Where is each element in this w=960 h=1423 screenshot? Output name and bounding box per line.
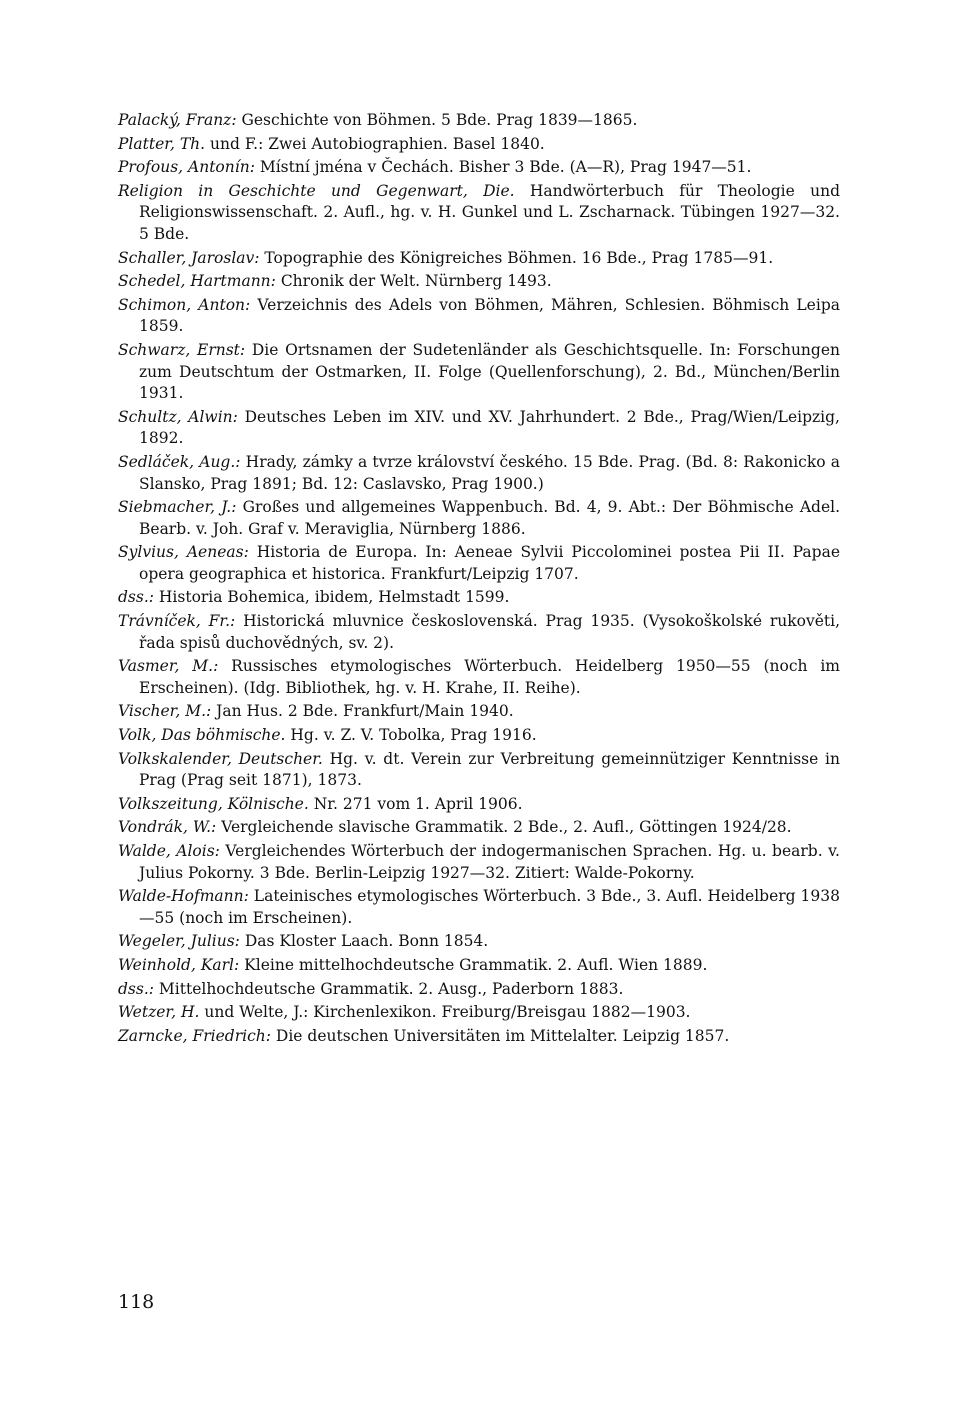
bibliography-entry (118, 248, 840, 270)
entry-text: Kleine mittelhochdeutsche Grammatik. 2. Aufl. Wien 1889. (239, 955, 708, 974)
bibliography-entry (118, 542, 840, 585)
entry-author: Vasmer, M.: (118, 657, 219, 676)
entry-author: dss.: (118, 588, 154, 607)
entry-text: Jan Hus. 2 Bde. Frankfurt/Main 1940. (211, 702, 514, 721)
bibliography-entry (118, 701, 840, 723)
bibliography-entry (118, 841, 840, 884)
entry-author: Wetzer, H. (118, 1003, 200, 1022)
entry-author: Wegeler, Julius: (118, 932, 240, 951)
entry-author: Volkszeitung, Kölnische. (118, 794, 309, 813)
entry-text: Die deutschen Universitäten im Mittelalter. Leipzig 1857. (270, 1026, 730, 1045)
entry-text: Místní jména v Čechách. Bisher 3 Bde. (A—R), Prag 1947—51. (254, 158, 752, 177)
page-number: 118 (118, 1291, 155, 1313)
entry-text: Mittelhochdeutsche Grammatik. 2. Ausg., Paderborn 1883. (153, 979, 624, 998)
entry-text: Nr. 271 vom 1. April 1906. (308, 794, 523, 813)
entry-author: Schwarz, Ernst: (118, 340, 246, 359)
entry-author: Sylvius, Aeneas: (118, 543, 249, 562)
entry-text: Lateinisches etymologisches Wörterbuch. 3 Bde., 3. Aufl. Heidelberg 1938—55 (noch im Erscheinen). (139, 887, 840, 927)
bibliography-entry (118, 157, 840, 179)
bibliography-entry (118, 271, 840, 293)
entry-author: Siebmacher, J.: (118, 498, 237, 517)
entry-author: Profous, Antonín: (118, 158, 255, 177)
bibliography-entry (118, 979, 840, 1001)
entry-author: Religion in Geschichte und Gegenwart, Die. (118, 181, 515, 200)
bibliography-entry (118, 656, 840, 699)
entry-text: Hg. v. Z. V. Tobolka, Prag 1916. (285, 726, 537, 745)
entry-text: Hrady, zámky a tvrze království českého. 15 Bde. Prag. (Bd. 8: Rakonicko a Slansko, Prag 1891; Bd. 12: Caslavsko, Prag 1900.) (139, 452, 840, 493)
bibliography-entry (118, 295, 840, 338)
entry-text: und F.: Zwei Autobiographien. Basel 1840. (205, 134, 545, 153)
bibliography-entry (118, 340, 840, 405)
bibliography-page (118, 110, 840, 1049)
entry-text: und Welte, J.: Kirchenlexikon. Freiburg/Breisgau 1882—1903. (199, 1003, 691, 1022)
entry-author: Schaller, Jaroslav: (118, 248, 260, 267)
entry-author: Trávníček, Fr.: (118, 612, 236, 631)
entry-author: Walde, Alois: (118, 842, 220, 860)
bibliography-entry (118, 611, 840, 654)
bibliography-entry (118, 749, 840, 792)
entry-text: Russisches etymologisches Wörterbuch. Heidelberg 1950—55 (noch im Erscheinen). (Idg. Bibliothek, hg. v. H. Krahe, II. Reihe). (139, 657, 840, 697)
entry-author: Volk, Das böhmische. (118, 726, 286, 745)
entry-text: Topographie des Königreiches Böhmen. 16 Bde., Prag 1785—91. (259, 248, 774, 267)
entry-author: Vondrák, W.: (118, 818, 217, 837)
entry-text: Historická mluvnice československá. Prag 1935. (Vysokoškolské rukověti, řada spisů duchovědných, sv. 2). (139, 612, 840, 652)
entry-author: Platter, Th. (118, 134, 206, 153)
entry-text: Historia de Europa. In: Aeneae Sylvii Piccolominei postea Pii II. Papae opera geographica et historica. Frankfurt/Leipzig 1707. (139, 543, 840, 583)
entry-text: Hg. v. dt. Verein zur Verbreitung gemeinnütziger Kenntnisse in Prag (Prag seit 1871), 1873. (139, 749, 840, 790)
entry-author: Schultz, Alwin: (118, 407, 238, 426)
bibliography-entry (118, 1002, 840, 1024)
bibliography-entry (118, 931, 840, 953)
bibliography-entry (118, 134, 840, 156)
entry-text: Das Kloster Laach. Bonn 1854. (239, 932, 489, 951)
entry-author: Vischer, M.: (118, 702, 212, 721)
bibliography-entry (118, 452, 840, 495)
entry-author: Palacký, Franz: (118, 111, 237, 129)
bibliography-entry (118, 110, 840, 132)
entry-text: Chronik der Welt. Nürnberg 1493. (275, 272, 552, 291)
entry-text: Historia Bohemica, ibidem, Helmstadt 1599. (153, 588, 510, 607)
entry-text: Deutsches Leben im XIV. und XV. Jahrhundert. 2 Bde., Prag/Wien/Leipzig, 1892. (139, 407, 840, 448)
entry-author: Zarncke, Friedrich: (118, 1026, 271, 1045)
bibliography-entry (118, 794, 840, 816)
entry-text: Die Ortsnamen der Sudetenländer als Geschichtsquelle. In: Forschungen zum Deutschtum der Ostmarken, II. Folge (Quellenforschung), 2. Bd., München/Berlin 1931. (139, 340, 840, 403)
bibliography-entry (118, 886, 840, 929)
bibliography-entry (118, 181, 840, 246)
entry-text: Geschichte von Böhmen. 5 Bde. Prag 1839—1865. (236, 111, 638, 129)
bibliography-entry (118, 587, 840, 609)
entry-text: Vergleichendes Wörterbuch der indogermanischen Sprachen. Hg. u. bearb. v. Julius Pokorny. 3 Bde. Berlin-Leipzig 1927—32. Zitiert: Walde-Pokorny. (139, 842, 840, 882)
entry-text: Handwörterbuch für Theologie und Religionswissenschaft. 2. Aufl., hg. v. H. Gunkel und L. Zscharnack. Tübingen 1927—32. 5 Bde. (139, 181, 840, 243)
bibliography-entry (118, 1026, 840, 1048)
entry-author: Walde-Hofmann: (118, 887, 249, 906)
bibliography-entry (118, 407, 840, 450)
entry-text: Verzeichnis des Adels von Böhmen, Mähren, Schlesien. Böhmisch Leipa 1859. (139, 295, 840, 336)
bibliography-entry (118, 817, 840, 839)
entry-author: Schimon, Anton: (118, 295, 251, 314)
bibliography-entry (118, 955, 840, 977)
entry-author: Weinhold, Karl: (118, 955, 240, 974)
bibliography-entry (118, 725, 840, 747)
entry-author: Sedláček, Aug.: (118, 452, 241, 471)
entry-text: Vergleichende slavische Grammatik. 2 Bde., 2. Aufl., Göttingen 1924/28. (216, 818, 792, 837)
entry-author: Schedel, Hartmann: (118, 272, 276, 291)
bibliography-entry (118, 497, 840, 540)
entry-text: Großes und allgemeines Wappenbuch. Bd. 4, 9. Abt.: Der Böhmische Adel. Bearb. v. Joh. Graf v. Meraviglia, Nürnberg 1886. (139, 498, 840, 538)
entry-author: Volkskalender, Deutscher. (118, 749, 323, 768)
entry-author: dss.: (118, 979, 154, 998)
